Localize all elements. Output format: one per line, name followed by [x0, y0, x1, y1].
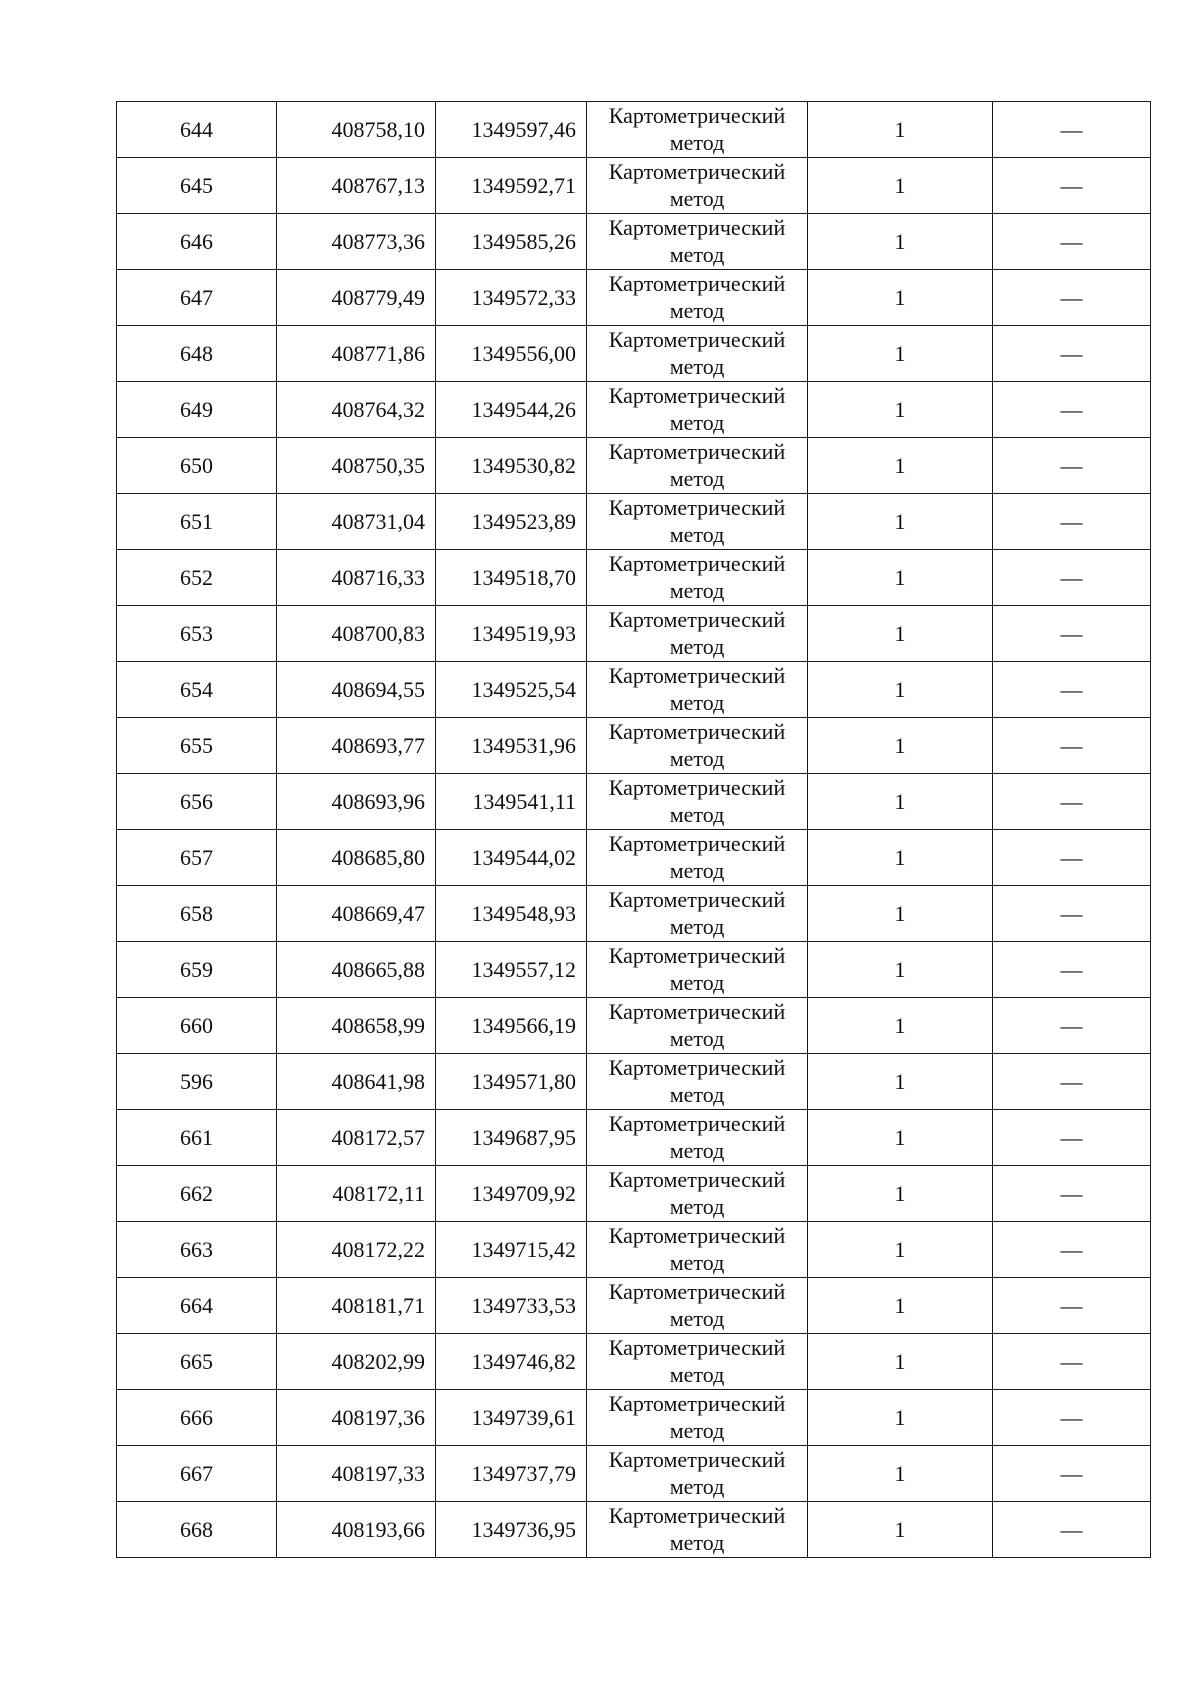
table-row	[117, 774, 1151, 830]
description-cell	[993, 494, 1151, 550]
point-number-cell: 655	[117, 718, 277, 774]
point-number-cell: 664	[117, 1278, 277, 1334]
x-coordinate-cell: 408779,49	[277, 270, 436, 326]
dash-mark: —	[1060, 565, 1083, 590]
dash-mark: —	[1060, 677, 1083, 702]
point-number-cell: 662	[117, 1166, 277, 1222]
point-number-cell: 647	[117, 270, 277, 326]
method-cell	[587, 1166, 808, 1222]
table-row	[117, 718, 1151, 774]
dash-mark: —	[1060, 341, 1083, 366]
x-coordinate-cell: 408172,57	[277, 1110, 436, 1166]
method-text: Картометрический метод	[608, 606, 786, 659]
description-cell	[993, 1222, 1151, 1278]
accuracy-cell: 1	[808, 214, 993, 270]
dash-mark: —	[1060, 1069, 1083, 1094]
description-cell	[993, 662, 1151, 718]
method-cell	[587, 382, 808, 438]
description-cell	[993, 326, 1151, 382]
point-number-cell: 660	[117, 998, 277, 1054]
accuracy-cell: 1	[808, 382, 993, 438]
y-coordinate-cell: 1349687,95	[436, 1110, 587, 1166]
y-coordinate-cell: 1349525,54	[436, 662, 587, 718]
y-coordinate-cell: 1349736,95	[436, 1502, 587, 1558]
dash-mark: —	[1060, 453, 1083, 478]
method-text: Картометрический метод	[608, 1278, 786, 1331]
y-coordinate-cell: 1349557,12	[436, 942, 587, 998]
description-cell	[993, 1278, 1151, 1334]
method-cell	[587, 270, 808, 326]
accuracy-cell: 1	[808, 662, 993, 718]
method-cell	[587, 550, 808, 606]
table-row	[117, 1390, 1151, 1446]
accuracy-cell: 1	[808, 1278, 993, 1334]
description-cell	[993, 1446, 1151, 1502]
point-number-cell: 665	[117, 1334, 277, 1390]
point-number-cell: 666	[117, 1390, 277, 1446]
method-cell	[587, 1054, 808, 1110]
method-cell	[587, 1110, 808, 1166]
x-coordinate-cell: 408773,36	[277, 214, 436, 270]
description-cell	[993, 1054, 1151, 1110]
table-row	[117, 1446, 1151, 1502]
table-row	[117, 1278, 1151, 1334]
method-cell	[587, 774, 808, 830]
point-number-cell: 648	[117, 326, 277, 382]
y-coordinate-cell: 1349597,46	[436, 102, 587, 158]
table-row	[117, 1054, 1151, 1110]
method-cell	[587, 942, 808, 998]
coordinates-table-body	[117, 102, 1151, 1558]
method-text: Картометрический метод	[608, 270, 786, 323]
method-text: Картометрический метод	[608, 998, 786, 1051]
y-coordinate-cell: 1349544,02	[436, 830, 587, 886]
method-text: Картометрический метод	[608, 1166, 786, 1219]
y-coordinate-cell: 1349733,53	[436, 1278, 587, 1334]
table-row	[117, 886, 1151, 942]
dash-mark: —	[1060, 621, 1083, 646]
dash-mark: —	[1060, 1013, 1083, 1038]
dash-mark: —	[1060, 1181, 1083, 1206]
method-text: Картометрический метод	[608, 382, 786, 435]
description-cell	[993, 438, 1151, 494]
dash-mark: —	[1060, 1405, 1083, 1430]
accuracy-cell: 1	[808, 998, 993, 1054]
description-cell	[993, 606, 1151, 662]
point-number-cell: 644	[117, 102, 277, 158]
x-coordinate-cell: 408693,77	[277, 718, 436, 774]
method-cell	[587, 998, 808, 1054]
method-cell	[587, 1390, 808, 1446]
x-coordinate-cell: 408197,36	[277, 1390, 436, 1446]
x-coordinate-cell: 408172,11	[277, 1166, 436, 1222]
method-text: Картометрический метод	[608, 102, 786, 155]
table-row	[117, 942, 1151, 998]
method-text: Картометрический метод	[608, 158, 786, 211]
y-coordinate-cell: 1349541,11	[436, 774, 587, 830]
method-text: Картометрический метод	[608, 1502, 786, 1555]
x-coordinate-cell: 408693,96	[277, 774, 436, 830]
table-row	[117, 214, 1151, 270]
table-row	[117, 606, 1151, 662]
accuracy-cell: 1	[808, 942, 993, 998]
method-text: Картометрический метод	[608, 438, 786, 491]
point-number-cell: 663	[117, 1222, 277, 1278]
method-text: Картометрический метод	[608, 1222, 786, 1275]
description-cell	[993, 942, 1151, 998]
y-coordinate-cell: 1349715,42	[436, 1222, 587, 1278]
method-cell	[587, 1502, 808, 1558]
dash-mark: —	[1060, 789, 1083, 814]
accuracy-cell: 1	[808, 326, 993, 382]
accuracy-cell: 1	[808, 494, 993, 550]
method-cell	[587, 1446, 808, 1502]
x-coordinate-cell: 408700,83	[277, 606, 436, 662]
accuracy-cell: 1	[808, 1390, 993, 1446]
dash-mark: —	[1060, 117, 1083, 142]
accuracy-cell: 1	[808, 270, 993, 326]
accuracy-cell: 1	[808, 1054, 993, 1110]
x-coordinate-cell: 408193,66	[277, 1502, 436, 1558]
x-coordinate-cell: 408685,80	[277, 830, 436, 886]
method-text: Картометрический метод	[608, 550, 786, 603]
x-coordinate-cell: 408197,33	[277, 1446, 436, 1502]
y-coordinate-cell: 1349523,89	[436, 494, 587, 550]
y-coordinate-cell: 1349592,71	[436, 158, 587, 214]
dash-mark: —	[1060, 229, 1083, 254]
description-cell	[993, 382, 1151, 438]
method-cell	[587, 1278, 808, 1334]
x-coordinate-cell: 408750,35	[277, 438, 436, 494]
y-coordinate-cell: 1349709,92	[436, 1166, 587, 1222]
accuracy-cell: 1	[808, 102, 993, 158]
dash-mark: —	[1060, 1293, 1083, 1318]
dash-mark: —	[1060, 173, 1083, 198]
accuracy-cell: 1	[808, 1334, 993, 1390]
dash-mark: —	[1060, 1349, 1083, 1374]
method-cell	[587, 102, 808, 158]
point-number-cell: 656	[117, 774, 277, 830]
dash-mark: —	[1060, 509, 1083, 534]
accuracy-cell: 1	[808, 1110, 993, 1166]
method-cell	[587, 662, 808, 718]
x-coordinate-cell: 408641,98	[277, 1054, 436, 1110]
method-text: Картометрический метод	[608, 1054, 786, 1107]
x-coordinate-cell: 408665,88	[277, 942, 436, 998]
method-cell	[587, 606, 808, 662]
point-number-cell: 651	[117, 494, 277, 550]
dash-mark: —	[1060, 845, 1083, 870]
accuracy-cell: 1	[808, 830, 993, 886]
point-number-cell: 668	[117, 1502, 277, 1558]
method-cell	[587, 326, 808, 382]
method-text: Картометрический метод	[608, 718, 786, 771]
table-row	[117, 382, 1151, 438]
method-cell	[587, 886, 808, 942]
description-cell	[993, 774, 1151, 830]
description-cell	[993, 1110, 1151, 1166]
description-cell	[993, 1166, 1151, 1222]
point-number-cell: 654	[117, 662, 277, 718]
y-coordinate-cell: 1349531,96	[436, 718, 587, 774]
y-coordinate-cell: 1349746,82	[436, 1334, 587, 1390]
accuracy-cell: 1	[808, 1222, 993, 1278]
x-coordinate-cell: 408767,13	[277, 158, 436, 214]
point-number-cell: 653	[117, 606, 277, 662]
y-coordinate-cell: 1349548,93	[436, 886, 587, 942]
description-cell	[993, 550, 1151, 606]
y-coordinate-cell: 1349518,70	[436, 550, 587, 606]
x-coordinate-cell: 408694,55	[277, 662, 436, 718]
x-coordinate-cell: 408658,99	[277, 998, 436, 1054]
y-coordinate-cell: 1349572,33	[436, 270, 587, 326]
point-number-cell: 658	[117, 886, 277, 942]
point-number-cell: 645	[117, 158, 277, 214]
description-cell	[993, 1390, 1151, 1446]
accuracy-cell: 1	[808, 1166, 993, 1222]
dash-mark: —	[1060, 1237, 1083, 1262]
table-row	[117, 1222, 1151, 1278]
accuracy-cell: 1	[808, 718, 993, 774]
accuracy-cell: 1	[808, 774, 993, 830]
method-cell	[587, 438, 808, 494]
description-cell	[993, 998, 1151, 1054]
dash-mark: —	[1060, 1125, 1083, 1150]
table-row	[117, 550, 1151, 606]
table-row	[117, 494, 1151, 550]
description-cell	[993, 270, 1151, 326]
y-coordinate-cell: 1349585,26	[436, 214, 587, 270]
accuracy-cell: 1	[808, 886, 993, 942]
x-coordinate-cell: 408202,99	[277, 1334, 436, 1390]
description-cell	[993, 214, 1151, 270]
point-number-cell: 652	[117, 550, 277, 606]
method-cell	[587, 830, 808, 886]
point-number-cell: 657	[117, 830, 277, 886]
method-text: Картометрический метод	[608, 1446, 786, 1499]
method-cell	[587, 1222, 808, 1278]
y-coordinate-cell: 1349571,80	[436, 1054, 587, 1110]
description-cell	[993, 886, 1151, 942]
method-text: Картометрический метод	[608, 1334, 786, 1387]
dash-mark: —	[1060, 1461, 1083, 1486]
table-row	[117, 998, 1151, 1054]
method-text: Картометрический метод	[608, 214, 786, 267]
x-coordinate-cell: 408716,33	[277, 550, 436, 606]
method-text: Картометрический метод	[608, 886, 786, 939]
dash-mark: —	[1060, 1517, 1083, 1542]
table-row	[117, 158, 1151, 214]
accuracy-cell: 1	[808, 1446, 993, 1502]
method-text: Картометрический метод	[608, 494, 786, 547]
description-cell	[993, 1334, 1151, 1390]
x-coordinate-cell: 408758,10	[277, 102, 436, 158]
point-number-cell: 661	[117, 1110, 277, 1166]
method-text: Картометрический метод	[608, 662, 786, 715]
point-number-cell: 649	[117, 382, 277, 438]
x-coordinate-cell: 408731,04	[277, 494, 436, 550]
y-coordinate-cell: 1349737,79	[436, 1446, 587, 1502]
dash-mark: —	[1060, 957, 1083, 982]
point-number-cell: 596	[117, 1054, 277, 1110]
y-coordinate-cell: 1349556,00	[436, 326, 587, 382]
method-text: Картометрический метод	[608, 774, 786, 827]
table-row	[117, 1110, 1151, 1166]
method-text: Картометрический метод	[608, 830, 786, 883]
method-text: Картометрический метод	[608, 1390, 786, 1443]
description-cell	[993, 1502, 1151, 1558]
method-cell	[587, 718, 808, 774]
x-coordinate-cell: 408771,86	[277, 326, 436, 382]
point-number-cell: 667	[117, 1446, 277, 1502]
table-row	[117, 1166, 1151, 1222]
description-cell	[993, 830, 1151, 886]
dash-mark: —	[1060, 901, 1083, 926]
dash-mark: —	[1060, 397, 1083, 422]
table-row	[117, 438, 1151, 494]
y-coordinate-cell: 1349530,82	[436, 438, 587, 494]
table-row	[117, 102, 1151, 158]
table-row	[117, 662, 1151, 718]
table-row	[117, 270, 1151, 326]
y-coordinate-cell: 1349519,93	[436, 606, 587, 662]
dash-mark: —	[1060, 733, 1083, 758]
method-cell	[587, 494, 808, 550]
y-coordinate-cell: 1349544,26	[436, 382, 587, 438]
x-coordinate-cell: 408669,47	[277, 886, 436, 942]
method-cell	[587, 1334, 808, 1390]
point-number-cell: 650	[117, 438, 277, 494]
accuracy-cell: 1	[808, 550, 993, 606]
method-cell	[587, 214, 808, 270]
method-text: Картометрический метод	[608, 942, 786, 995]
table-row	[117, 1502, 1151, 1558]
description-cell	[993, 158, 1151, 214]
accuracy-cell: 1	[808, 606, 993, 662]
point-number-cell: 659	[117, 942, 277, 998]
accuracy-cell: 1	[808, 438, 993, 494]
y-coordinate-cell: 1349566,19	[436, 998, 587, 1054]
x-coordinate-cell: 408181,71	[277, 1278, 436, 1334]
table-row	[117, 830, 1151, 886]
method-text: Картометрический метод	[608, 1110, 786, 1163]
coordinates-table	[116, 101, 1151, 1558]
description-cell	[993, 102, 1151, 158]
x-coordinate-cell: 408172,22	[277, 1222, 436, 1278]
table-row	[117, 326, 1151, 382]
y-coordinate-cell: 1349739,61	[436, 1390, 587, 1446]
point-number-cell: 646	[117, 214, 277, 270]
method-cell	[587, 158, 808, 214]
accuracy-cell: 1	[808, 1502, 993, 1558]
accuracy-cell: 1	[808, 158, 993, 214]
method-text: Картометрический метод	[608, 326, 786, 379]
description-cell	[993, 718, 1151, 774]
dash-mark: —	[1060, 285, 1083, 310]
table-row	[117, 1334, 1151, 1390]
x-coordinate-cell: 408764,32	[277, 382, 436, 438]
